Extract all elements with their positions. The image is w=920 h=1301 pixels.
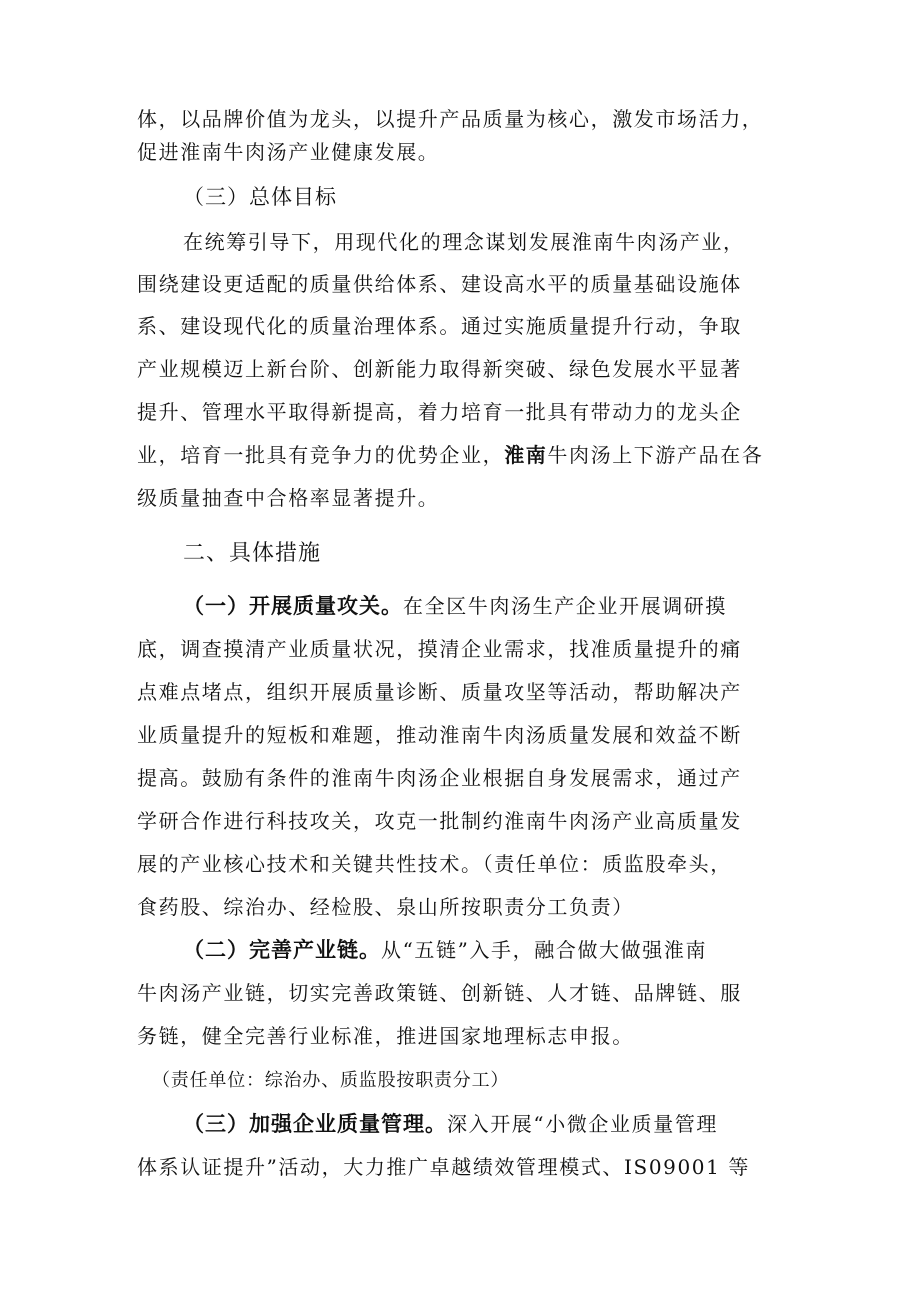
paragraph-line: 业质量提升的短板和难题，推动淮南牛肉汤质量发展和效益不断	[137, 723, 742, 747]
text-run: 业，培育一批具有竞争力的优势企业，	[137, 443, 505, 467]
paragraph-line: 体，以品牌价值为龙头，以提升产品质量为核心，激发市场活力，	[137, 107, 764, 131]
responsibility-note: （责任单位：综治办、质监股按职责分工）	[152, 1070, 510, 1091]
paragraph-line	[183, 593, 797, 619]
paragraph-line: 展的产业核心技术和关键共性技术。（责任单位：质监股牵头，	[137, 852, 732, 876]
paragraph-line: 系、建设现代化的质量治理体系。通过实施质量提升行动，争取	[137, 314, 742, 338]
item-heading: （二）完善产业链。	[183, 938, 381, 962]
text-run: 在全区牛肉汤生产企业开展调研摸	[403, 594, 727, 618]
bold-text-run: 淮南	[504, 443, 548, 467]
paragraph-line: 牛肉汤产业链，切实完善政策链、创新链、人才链、品牌链、服	[137, 981, 742, 1005]
paragraph-line: 体系认证提升”活动，大力推广卓越绩效管理模式、IS09001 等	[137, 1155, 751, 1179]
paragraph-line	[183, 937, 797, 963]
paragraph-line: 点难点堵点，组织开展质量诊断、质量攻坚等活动，帮助解决产	[137, 680, 742, 704]
paragraph-line: 提高。鼓励有条件的淮南牛肉汤企业根据自身发展需求，通过产	[137, 766, 742, 790]
text-run: 从“五链”入手，融合做大做强淮南	[381, 938, 708, 962]
text-run: 牛肉汤上下游产品在各	[547, 443, 764, 467]
item-heading: （一）开展质量攻关。	[183, 594, 403, 618]
item-heading: （三）加强企业质量管理。	[183, 1112, 447, 1136]
paragraph-line: 围绕建设更适配的质量供给体系、建设高水平的质量基础设施体	[137, 272, 742, 296]
paragraph-line: 提升、管理水平取得新提高，着力培育一批具有带动力的龙头企	[137, 400, 742, 424]
paragraph-line	[137, 442, 797, 468]
chapter-heading: 二、具体措施	[183, 541, 322, 566]
paragraph-line: 在统筹引导下，用现代化的理念谋划发展淮南牛肉汤产业，	[183, 230, 745, 254]
paragraph-line: 级质量抽查中合格率显著提升。	[137, 486, 440, 510]
paragraph-line: 促进淮南牛肉汤产业健康发展。	[137, 140, 440, 164]
paragraph-line: 学研合作进行科技攻关，攻克一批制约淮南牛肉汤产业高质量发	[137, 809, 742, 833]
text-run: 深入开展“小微企业质量管理	[447, 1112, 719, 1136]
section-heading: （三）总体目标	[183, 185, 337, 209]
paragraph-line: 食药股、综治办、经检股、泉山所按职责分工负责）	[137, 895, 634, 919]
paragraph-line: 务链，健全完善行业标准，推进国家地理标志申报。	[137, 1024, 634, 1048]
paragraph-line: 底，调查摸清产业质量状况，摸清企业需求，找准质量提升的痛	[137, 637, 742, 661]
paragraph-line: 产业规模迈上新台阶、创新能力取得新突破、绿色发展水平显著	[137, 357, 742, 381]
paragraph-line	[183, 1111, 797, 1137]
